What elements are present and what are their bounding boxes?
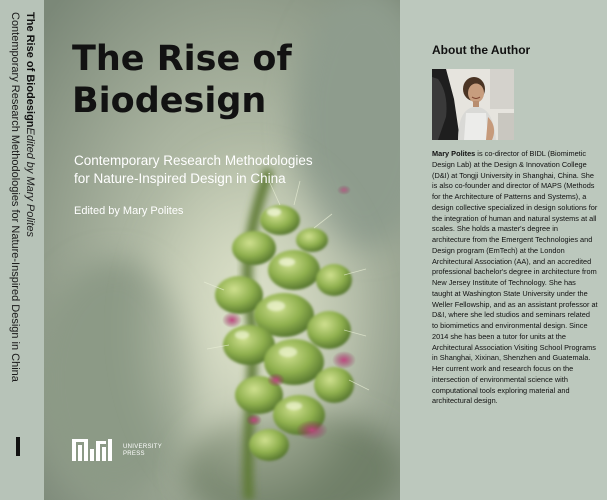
cover-subtitle-line-1: Contemporary Research Methodologies <box>74 153 313 168</box>
cover-title-line-2: Biodesign <box>72 81 267 121</box>
cover-subtitle <box>74 152 394 188</box>
publisher-logo <box>72 437 192 463</box>
back-cover <box>400 0 607 500</box>
about-author-heading: About the Author <box>432 43 531 57</box>
spine-publisher-mark <box>16 437 20 456</box>
author-bio <box>432 149 598 407</box>
spine-title: The Rise of Biodesign <box>24 12 36 128</box>
book-spine <box>0 0 44 500</box>
publisher-line-2: PRESS <box>123 451 145 457</box>
spine-line-1 <box>22 12 37 382</box>
publisher-name <box>123 444 162 458</box>
university-press-logo-icon <box>72 437 116 463</box>
author-name: Mary Polites <box>432 149 476 158</box>
publisher-line-1: UNIVERSITY <box>123 444 163 450</box>
cover-subtitle-line-2: for Nature-Inspired Design in China <box>74 171 286 186</box>
author-bio-text: is co-director of BIDL (Biomimetic Design Lab) at the Design & Innovation College (D&I) at Tongji University in Shanghai, China. She is also co-founder and director of MAPS (Methods for the Architecture of Patterns and Systems), a design collective specialized in design solutions for the integration of human and natural systems at all scales. She holds a master's degree in architecture from the Emergent Technologies and Design program (EmTech) at the London Architectural Association (AA), and an accredited professional bachelor's degree in architecture from New Jersey Institute of Technology. She has taught at Washington State University under the Weller Fellowship, and as an assistant professor at D&I, where she led studios and seminars related to biomimetics and environmental design. Since 2014 she has been a tutor for units at the Architectural Association Visiting School Programs in Shanghai, Xixinan, Shenzhen and Guatemala. Her current work and research focus on the intersection of environmental science with computational tools exploring material and architectural design. <box>432 149 598 406</box>
spine-subtitle: Contemporary Research Methodologies for Nature-Inspired Design in China <box>9 12 21 382</box>
author-portrait-icon <box>432 69 514 140</box>
spine-editor: Edited by Mary Polites <box>24 127 36 237</box>
author-photo <box>432 69 514 140</box>
cover-editor: Edited by Mary Polites <box>74 205 184 217</box>
cover-title-line-1: The Rise of <box>72 39 292 79</box>
front-cover <box>44 0 400 500</box>
spine-text <box>7 12 37 382</box>
cover-title <box>72 38 392 122</box>
